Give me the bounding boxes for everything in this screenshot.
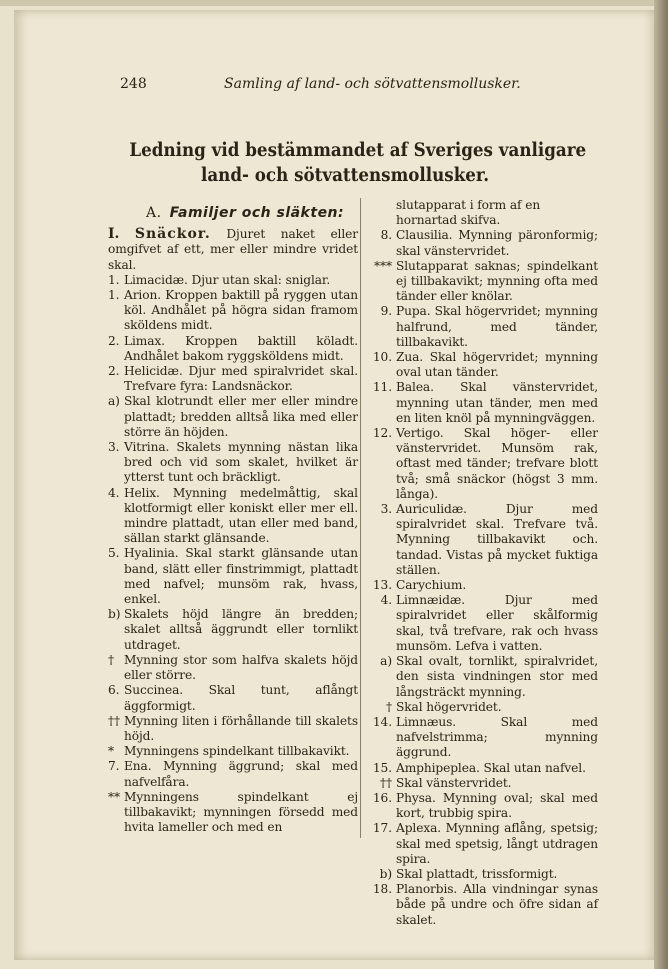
list-item: 12. Vertigo. Skal höger- eller vänstervridet. Munsöm rak, oftast med tänder; trefvare blott två; små snäckor (högst 3 mm. långa). — [372, 426, 598, 501]
list-item: †† Mynning liten i förhållande till skalets höjd. — [108, 713, 358, 743]
list-item: 18. Planorbis. Alla vindningar synas både på undre och öfre sidan af skalet. — [372, 882, 598, 927]
page-top-edge — [0, 0, 668, 6]
list-item: 16. Physa. Mynning oval; skal med kort, trubbig spira. — [372, 790, 598, 821]
left-column — [108, 206, 358, 835]
list-item: 3. Vitrina. Skalets mynning nästan lika bred och vid som skalet, hvilket är ytterst tunt och bräckligt. — [108, 440, 358, 485]
list-item: 10. Zua. Skal högervridet; mynning oval utan tänder. — [372, 350, 598, 380]
right-column — [366, 198, 598, 928]
page-heading — [129, 138, 587, 188]
list-item: ** Mynningens spindelkant ej tillbakavikt; mynningen försedd med hvita lameller och med en — [108, 789, 358, 835]
list-item: a) Skal klotrundt eller mer eller mindre plattadt; bredden alltså lika med eller större än höjden. — [108, 394, 358, 439]
list-item: 11. Balea. Skal vänstervridet, mynning utan tänder, men med en liten knöl på mynningväggen. — [372, 380, 598, 425]
heading-line-1: Ledning vid bestämmandet af Sveriges vanligare — [129, 139, 587, 161]
page-binding-edge — [654, 0, 668, 969]
running-title: Samling af land- och sötvattensmollusker. — [224, 76, 521, 92]
list-item: *** Slutapparat saknas; spindelkant ej tillbakavikt; mynning ofta med tänder eller knölar. — [374, 258, 598, 304]
list-item: b) Skalets höjd längre än bredden; skalet alltså äggrundt eller tornlikt utdraget. — [108, 607, 358, 652]
list-item: † Mynning stor som halfva skalets höjd eller större. — [108, 652, 358, 683]
list-item: 13. Carychium. — [372, 578, 467, 593]
section-heading — [146, 206, 358, 221]
list-item: 15. Amphipeplea. Skal utan nafvel. — [372, 760, 586, 775]
list-item: 5. Hyalinia. Skal starkt glänsande utan band, slätt eller finstrimmigt, plattadt med nafvel; munsöm rak, hvass, enkel. — [108, 546, 358, 607]
section-title: Familjer och släkten: — [169, 205, 345, 221]
list-item: 4. Limnæidæ. Djur med spiralvridet eller skålformig skal, två trefvare, rak och hvass munsöm. Lefva i vatten. — [380, 593, 598, 653]
list-item: a) Skal ovalt, tornlikt, spiralvridet, den sista vindningen stor med långsträckt mynning. — [380, 654, 598, 699]
list-item: b) Skal plattadt, trissformigt. — [379, 866, 558, 881]
list-item: I. Snäckor. Djuret naket eller omgifvet af ett, mer eller mindre vridet skal. — [108, 226, 358, 272]
list-item: † Skal högervridet. — [386, 699, 502, 714]
page-number: 248 — [120, 76, 147, 92]
list-item: 17. Aplexa. Mynning aflång, spetsig; skal med spetsig, långt utdragen spira. — [372, 821, 598, 866]
column-divider — [360, 198, 361, 838]
list-item: 2. Limax. Kroppen baktill köladt. Andhålet bakom ryggsköldens midt. — [108, 333, 358, 363]
list-item: 7. Ena. Mynning äggrund; skal med nafvelfåra. — [108, 759, 358, 789]
section-label: A. — [146, 205, 162, 221]
list-item: 9. Pupa. Skal högervridet; mynning halfrund, med tänder, tillbakavikt. — [380, 304, 598, 349]
list-item: 4. Helix. Mynning medelmåttig, skal klotformigt eller koniskt eller mer ell. mindre plattadt, utan eller med band, sällan starkt glänsande. — [108, 485, 358, 546]
heading-line-2: land- och sötvattensmollusker. — [200, 164, 490, 186]
list-item: * Mynningens spindelkant tillbakavikt. — [108, 744, 350, 759]
list-item: 8. Clausilia. Mynning päronformig; skal vänstervridet. — [380, 228, 598, 258]
list-item: 2. Helicidæ. Djur med spiralvridet skal. Trefvare fyra: Landsnäckor. — [108, 364, 358, 394]
list-item: 6. Succinea. Skal tunt, aflångt äggformigt. — [108, 683, 358, 713]
list-item-continuation: slutapparat i form af en hornartad skifva. — [396, 198, 541, 228]
list-item: 1. Arion. Kroppen baktill på ryggen utan köl. Andhålet på högra sidan framom sköldens midt. — [108, 288, 358, 333]
list-item: 1. Limacidæ. Djur utan skal: sniglar. — [108, 272, 331, 287]
list-item: †† Skal vänstervridet. — [380, 775, 512, 790]
list-item: 14. Limnæus. Skal med nafvelstrimma; mynning äggrund. — [372, 714, 598, 760]
list-item: 3. Auriculidæ. Djur med spiralvridet skal. Trefvare två. Mynning tillbakavikt och. tandad. Vistas på mycket fuktiga ställen. — [380, 502, 598, 577]
